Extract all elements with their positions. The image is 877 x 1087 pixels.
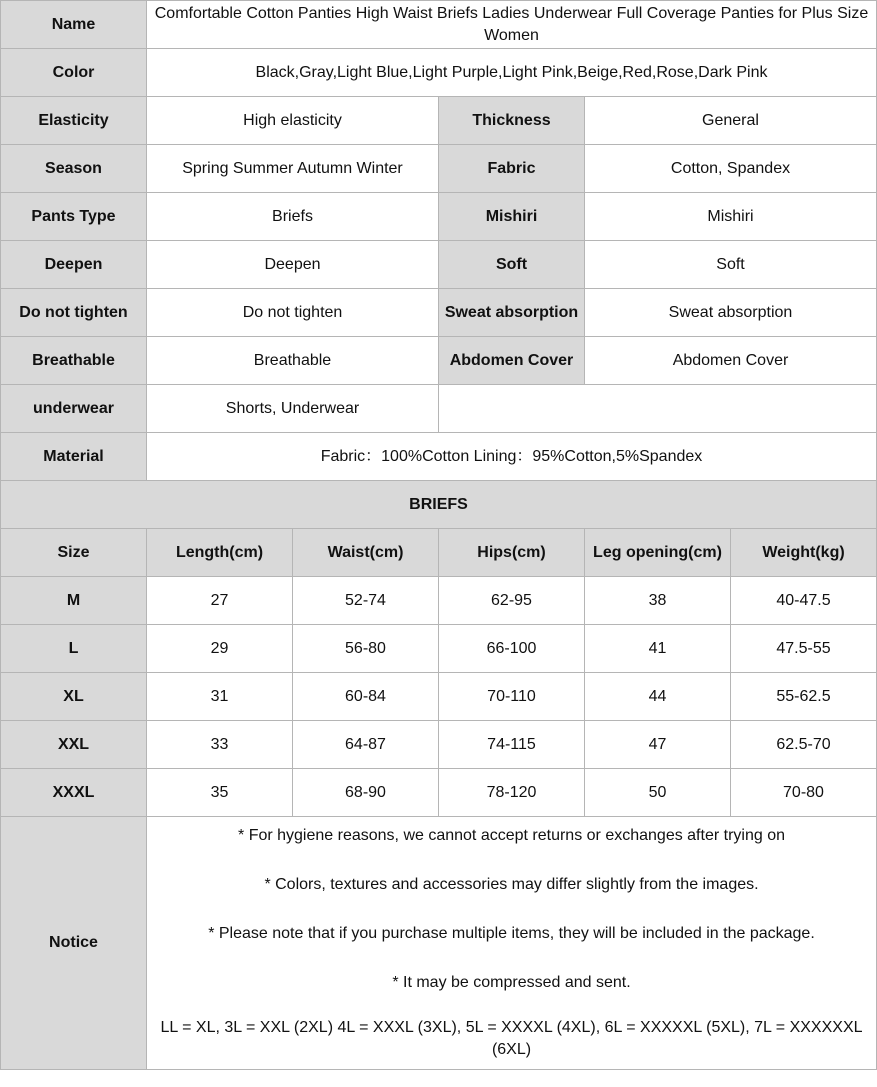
size-cell: 27	[147, 577, 293, 625]
size-cell: 78-120	[439, 769, 585, 817]
spec-label: Sweat absorption	[439, 289, 585, 337]
spec-value-material: Fabric：100%Cotton Lining：95%Cotton,5%Spandex	[147, 433, 877, 481]
spec-row-pair	[1, 289, 877, 337]
spec-value: Do not tighten	[147, 289, 439, 337]
spec-row-pair	[1, 145, 877, 193]
column-header-waist: Waist(cm)	[293, 529, 439, 577]
notice-line: * For hygiene reasons, we cannot accept returns or exchanges after trying on	[238, 827, 785, 844]
size-cell: 29	[147, 625, 293, 673]
size-cell: 56-80	[293, 625, 439, 673]
size-cell: 50	[585, 769, 731, 817]
spec-label-color: Color	[1, 49, 147, 97]
column-header-length: Length(cm)	[147, 529, 293, 577]
size-cell: 38	[585, 577, 731, 625]
notice-line: * Colors, textures and accessories may differ slightly from the images.	[264, 876, 759, 893]
size-cell: 55-62.5	[731, 673, 877, 721]
notice-label: Notice	[1, 817, 147, 1070]
size-cell: 47.5-55	[731, 625, 877, 673]
spec-label: Soft	[439, 241, 585, 289]
spec-value: Deepen	[147, 241, 439, 289]
spec-row-color	[1, 49, 877, 97]
spec-label: Do not tighten	[1, 289, 147, 337]
size-cell: 47	[585, 721, 731, 769]
size-cell: 40-47.5	[731, 577, 877, 625]
size-cell: 60-84	[293, 673, 439, 721]
spec-row-material	[1, 433, 877, 481]
column-header-size: Size	[1, 529, 147, 577]
spec-value: Mishiri	[585, 193, 877, 241]
size-row	[1, 577, 877, 625]
spec-value: Briefs	[147, 193, 439, 241]
spec-label: Fabric	[439, 145, 585, 193]
spec-value-underwear: Shorts, Underwear	[147, 385, 439, 433]
size-cell: 68-90	[293, 769, 439, 817]
size-cell: 41	[585, 625, 731, 673]
size-cell: 74-115	[439, 721, 585, 769]
notice-row	[1, 817, 877, 1070]
spec-value-name: Comfortable Cotton Panties High Waist Briefs Ladies Underwear Full Coverage Panties for Plus Size Women	[147, 1, 877, 49]
spec-label-material: Material	[1, 433, 147, 481]
size-cell: 35	[147, 769, 293, 817]
notice-line-size-conversion: LL = XL, 3L = XXL (2XL) 4L = XXXL (3XL), 5L = XXXXL (4XL), 6L = XXXXXL (5XL), 7L = XXXXXXL (6XL)	[160, 1019, 863, 1058]
size-row	[1, 625, 877, 673]
size-label: M	[1, 577, 147, 625]
notice-content	[147, 817, 877, 1070]
spec-value: High elasticity	[147, 97, 439, 145]
size-cell: 62.5-70	[731, 721, 877, 769]
size-label: XXL	[1, 721, 147, 769]
spec-value: Soft	[585, 241, 877, 289]
size-chart-title-row	[1, 481, 877, 529]
spec-value-color: Black,Gray,Light Blue,Light Purple,Light Pink,Beige,Red,Rose,Dark Pink	[147, 49, 877, 97]
column-header-weight: Weight(kg)	[731, 529, 877, 577]
size-cell: 66-100	[439, 625, 585, 673]
spec-value: Breathable	[147, 337, 439, 385]
notice-line: * It may be compressed and sent.	[392, 974, 631, 991]
spec-row-name	[1, 1, 877, 49]
size-cell: 64-87	[293, 721, 439, 769]
size-chart-header-row	[1, 529, 877, 577]
spec-value: Abdomen Cover	[585, 337, 877, 385]
size-cell: 52-74	[293, 577, 439, 625]
spec-row-pair	[1, 97, 877, 145]
spec-row-pair	[1, 337, 877, 385]
spec-label: Mishiri	[439, 193, 585, 241]
size-label: L	[1, 625, 147, 673]
spec-label: Deepen	[1, 241, 147, 289]
spec-label: Abdomen Cover	[439, 337, 585, 385]
spec-label-name: Name	[1, 1, 147, 49]
spec-value: Spring Summer Autumn Winter	[147, 145, 439, 193]
size-chart-title: BRIEFS	[1, 481, 877, 529]
column-header-leg-opening: Leg opening(cm)	[585, 529, 731, 577]
size-label: XL	[1, 673, 147, 721]
spec-label: Thickness	[439, 97, 585, 145]
spec-value: Sweat absorption	[585, 289, 877, 337]
size-cell: 33	[147, 721, 293, 769]
spec-label: Pants Type	[1, 193, 147, 241]
size-row	[1, 721, 877, 769]
size-cell: 62-95	[439, 577, 585, 625]
size-row	[1, 769, 877, 817]
size-cell: 44	[585, 673, 731, 721]
column-header-hips: Hips(cm)	[439, 529, 585, 577]
spec-label: Elasticity	[1, 97, 147, 145]
empty-cell	[439, 385, 877, 433]
notice-line: * Please note that if you purchase multiple items, they will be included in the package.	[208, 925, 815, 942]
size-cell: 31	[147, 673, 293, 721]
spec-value: General	[585, 97, 877, 145]
spec-row-pair	[1, 193, 877, 241]
spec-row-underwear	[1, 385, 877, 433]
size-cell: 70-80	[731, 769, 877, 817]
spec-row-pair	[1, 241, 877, 289]
size-label: XXXL	[1, 769, 147, 817]
spec-label: Season	[1, 145, 147, 193]
size-row	[1, 673, 877, 721]
size-cell: 70-110	[439, 673, 585, 721]
spec-value: Cotton, Spandex	[585, 145, 877, 193]
spec-label: Breathable	[1, 337, 147, 385]
spec-label-underwear: underwear	[1, 385, 147, 433]
